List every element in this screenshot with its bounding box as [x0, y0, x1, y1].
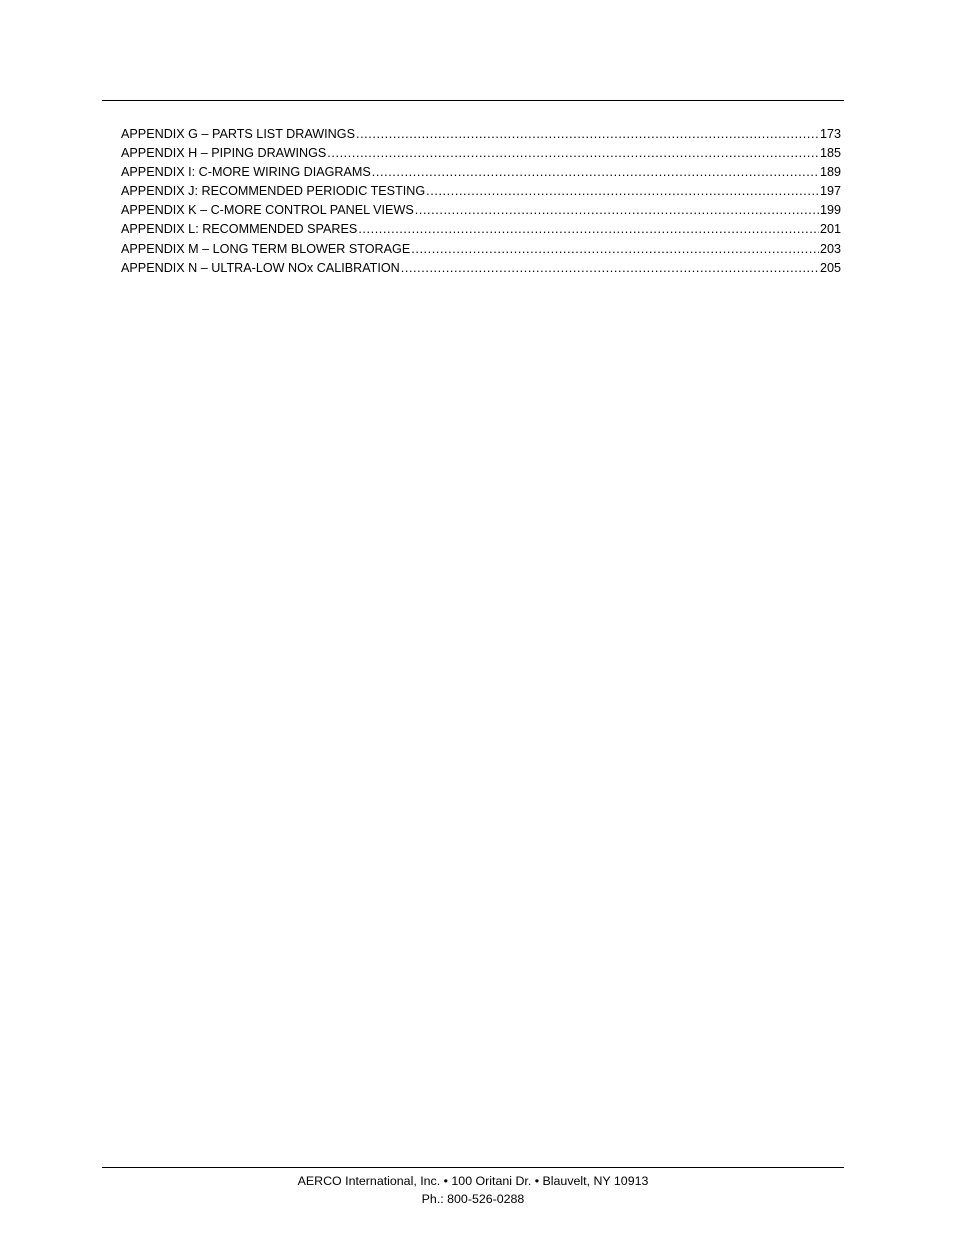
toc-entry-appendix-l[interactable]: [121, 220, 841, 239]
footer-phone: Ph.: 800-526-0288: [421, 1192, 525, 1206]
toc-entry-appendix-g[interactable]: [121, 125, 841, 144]
toc-entry-page: 189: [819, 165, 841, 180]
toc-entry-title: APPENDIX M – LONG TERM BLOWER STORAGE: [121, 241, 411, 256]
toc-entry-title: APPENDIX G – PARTS LIST DRAWINGS: [121, 127, 355, 141]
toc-entry-page: 203: [819, 241, 841, 256]
footer-address: AERCO International, Inc. • 100 Oritani Dr. • Blauvelt, NY 10913: [297, 1174, 649, 1188]
footer-rule: [102, 1167, 844, 1168]
toc-entry-appendix-n[interactable]: [121, 259, 841, 278]
toc-entry-appendix-k[interactable]: [121, 201, 841, 220]
toc-dot-leader: [372, 163, 819, 182]
toc-entry-page: 201: [819, 222, 841, 237]
toc-dot-leader: [401, 259, 819, 278]
toc-entry-appendix-m[interactable]: [121, 240, 841, 259]
toc-dot-leader: [415, 201, 819, 220]
toc-dot-leader: [327, 144, 819, 163]
toc-entry-page: 185: [819, 146, 841, 161]
table-of-contents: [121, 125, 841, 278]
toc-entry-page: 173: [819, 127, 841, 141]
toc-entry-title: APPENDIX N – ULTRA-LOW NOx CALIBRATION: [121, 260, 400, 275]
toc-entry-appendix-h[interactable]: [121, 144, 841, 163]
toc-entry-appendix-j[interactable]: [121, 182, 841, 201]
toc-entry-appendix-i[interactable]: [121, 163, 841, 182]
toc-entry-page: 205: [819, 260, 841, 275]
toc-entry-page: 197: [819, 184, 841, 199]
toc-dot-leader: [358, 220, 819, 239]
toc-entry-title: APPENDIX H – PIPING DRAWINGS: [121, 146, 327, 161]
page-footer: [102, 1172, 844, 1208]
toc-entry-title: APPENDIX I: C-MORE WIRING DIAGRAMS: [121, 165, 371, 180]
toc-entry-title: APPENDIX J: RECOMMENDED PERIODIC TESTING: [121, 184, 426, 199]
toc-dot-leader: [356, 125, 819, 144]
toc-entry-title: APPENDIX L: RECOMMENDED SPARES: [121, 222, 358, 237]
toc-entry-title: APPENDIX K – C-MORE CONTROL PANEL VIEWS: [121, 203, 414, 218]
header-rule: [102, 100, 844, 101]
toc-entry-page: 199: [819, 203, 841, 218]
toc-dot-leader: [411, 240, 819, 259]
toc-dot-leader: [426, 182, 819, 201]
